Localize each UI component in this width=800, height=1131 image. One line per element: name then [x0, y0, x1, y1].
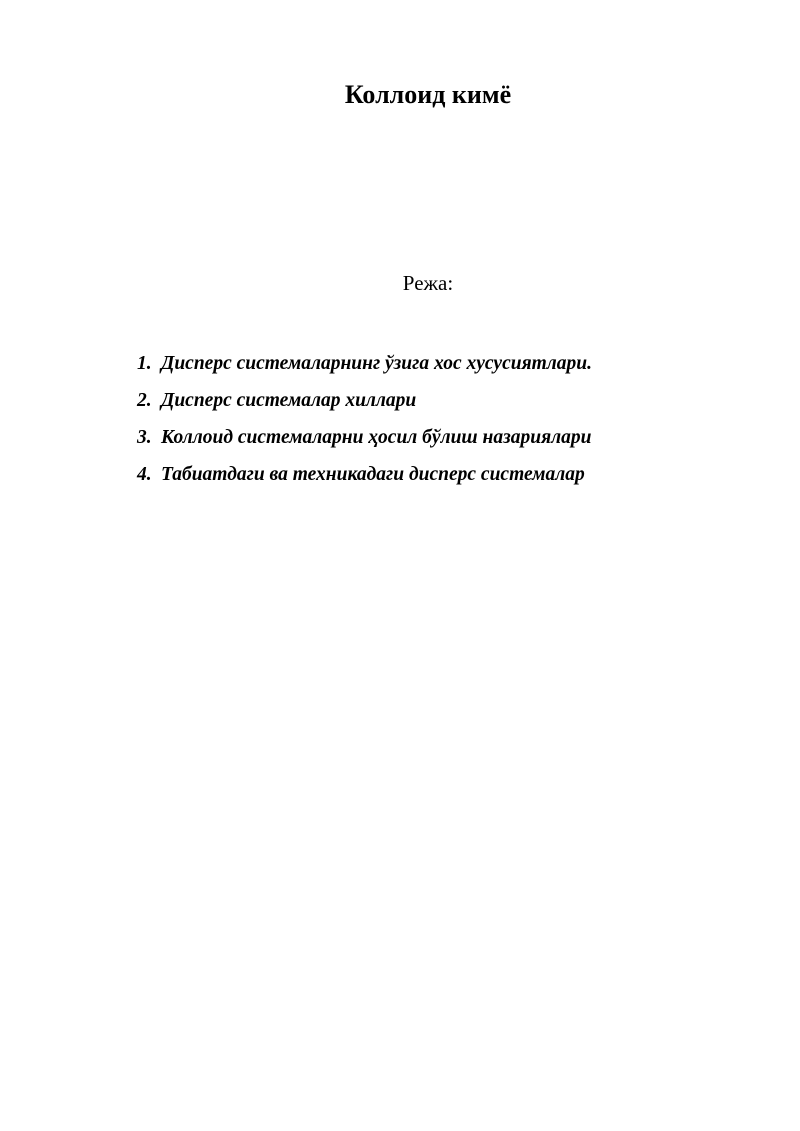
plan-item-number: 3.	[137, 427, 152, 448]
plan-list	[137, 347, 757, 495]
plan-item-text: Коллоид системаларни ҳосил бўлиш назариялари	[161, 427, 592, 448]
plan-item-number: 2.	[137, 390, 152, 411]
document-title: Коллоид кимё	[344, 80, 512, 109]
plan-item-number: 1.	[137, 353, 152, 374]
plan-item-text: Табиатдаги ва техникадаги дисперс системалар	[161, 464, 585, 485]
plan-item-text: Дисперс системаларнинг ўзига хос хусусиятлари.	[161, 353, 593, 374]
plan-heading: Режа:	[402, 271, 454, 295]
plan-item	[137, 458, 757, 495]
plan-item	[137, 347, 757, 384]
plan-item	[137, 421, 757, 458]
plan-item	[137, 384, 757, 421]
plan-item-text: Дисперс системалар хиллари	[161, 390, 417, 411]
plan-item-number: 4.	[137, 464, 152, 485]
